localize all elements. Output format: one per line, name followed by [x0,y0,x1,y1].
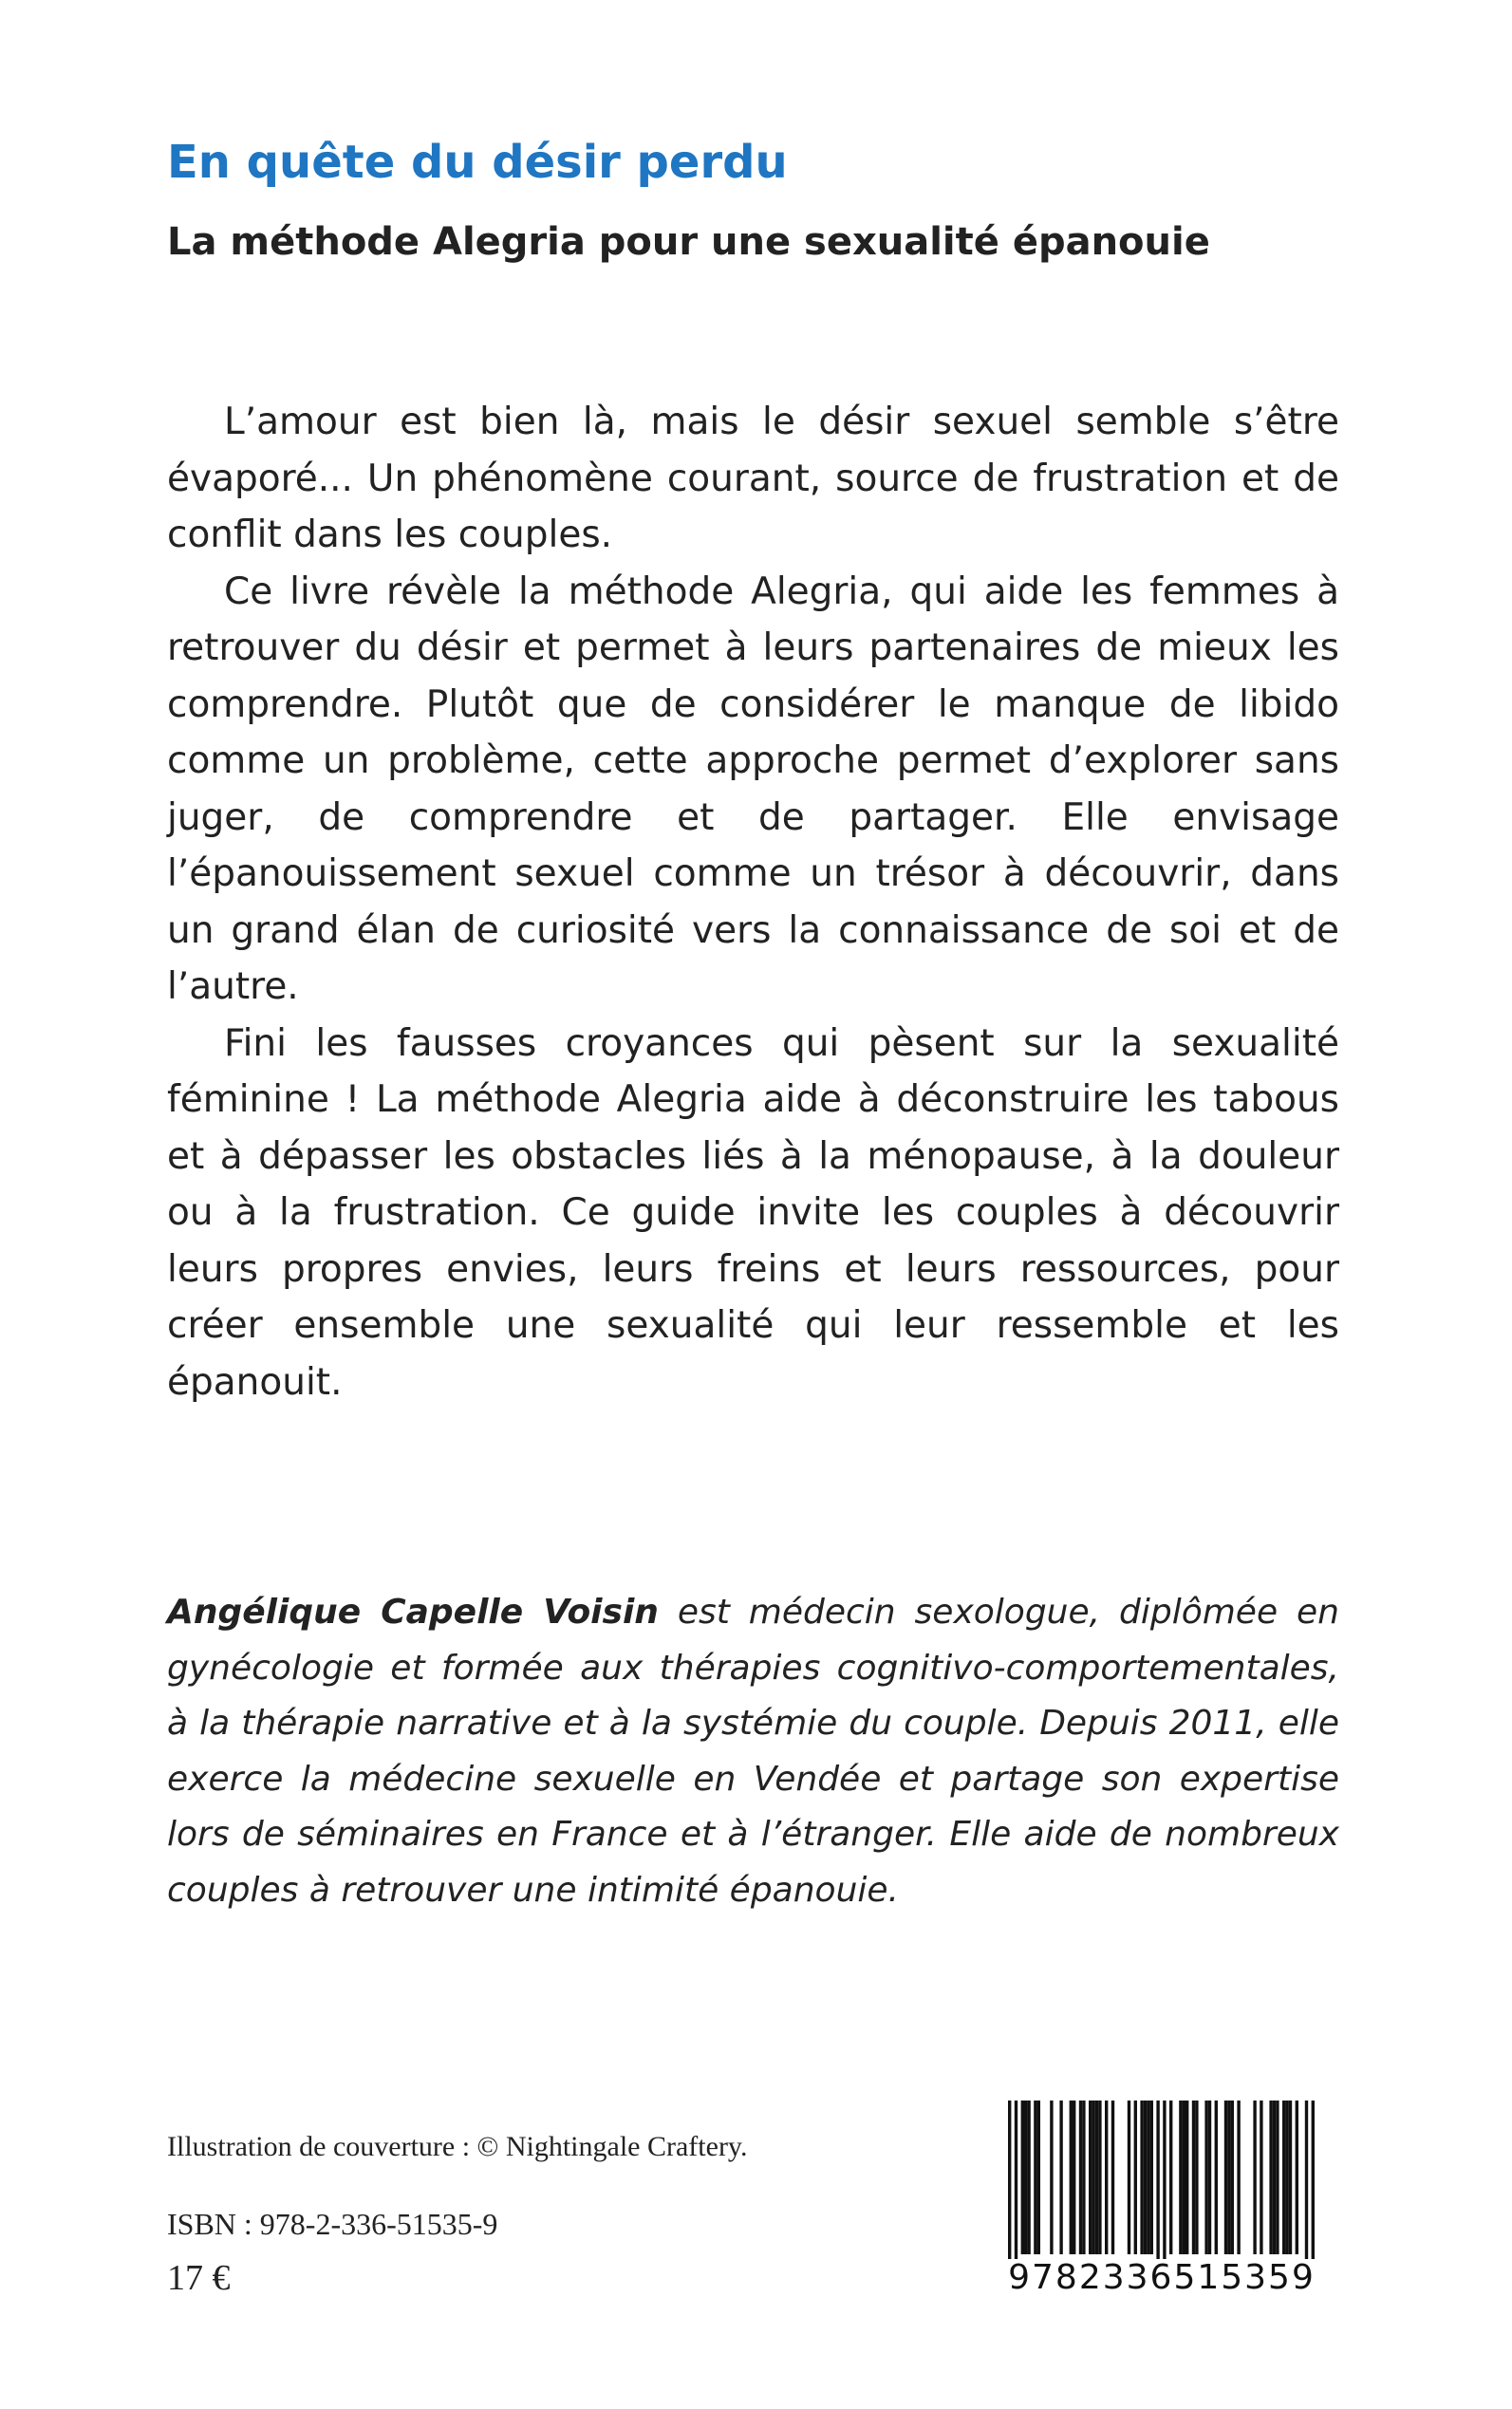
barcode-bar [1312,2101,1315,2259]
barcode-bar [1296,2101,1298,2254]
barcode-bar [1260,2101,1262,2254]
barcode-bar [1098,2101,1101,2254]
barcode-bar [1095,2101,1098,2254]
barcode-bar [1027,2101,1030,2254]
price: 17 € [167,2258,231,2298]
book-title: En quête du désir perdu [167,136,788,189]
barcode-bar [1282,2101,1285,2254]
blurb-paragraph-2: Ce livre révèle la méthode Alegria, qui aide les femmes à retrouver du désir et permet à leurs partenaires de mieux les comprendre. Plutôt que de considérer le manque de libido comme un problème, cette approche permet d’explorer sans juger, de comprendre et de partager. Elle envisage l’épanouissement sexuel comme un trésor à découvrir, dans un grand élan de curiosité vers la connaissance de soi et de l’autre. [167,570,1339,1008]
barcode-bar [1079,2101,1082,2254]
author-bio [167,1585,1339,1918]
barcode-bar [1253,2101,1256,2254]
book-subtitle: La méthode Alegria pour une sexualité épanouie [167,220,1210,264]
barcode-bar [1073,2101,1075,2254]
barcode-bar [1185,2101,1188,2254]
barcode-bars [997,2093,1324,2259]
barcode-bar [1156,2101,1159,2259]
author-name: Angélique Capelle Voisin [167,1593,659,1632]
barcode-bar [1105,2101,1108,2254]
barcode-bar [1208,2101,1211,2254]
barcode-bar [1144,2101,1147,2254]
barcode-bar [1024,2101,1027,2254]
barcode-bar [1008,2101,1011,2259]
barcode-bar [1070,2101,1073,2254]
blurb [167,394,1339,1410]
author-bio-text: est médecin sexologue, diplômée en gynécologie et formée aux thérapies cognitivo-comportementales, à la thérapie narrative et à la systémie du couple. Depuis 2011, elle exerce la médecine sexuelle en Vendée et partage son expertise lors de séminaires en France et à l’étranger. Elle aide de nombreux couples à retrouver une intimité épanouie. [167,1593,1339,1910]
barcode-bar [1015,2101,1017,2259]
barcode-bar [1111,2101,1114,2254]
barcode-bar [1169,2101,1172,2254]
barcode-bar [1179,2101,1182,2254]
barcode-bar [1140,2101,1143,2254]
barcode-bar [1134,2101,1137,2254]
barcode-bar [1305,2101,1308,2259]
isbn: ISBN : 978-2-336-51535-9 [167,2207,498,2241]
barcode-bar [1276,2101,1279,2254]
isbn-barcode [997,2093,1324,2321]
barcode-bar [1192,2101,1195,2254]
barcode-bar [1227,2101,1230,2254]
barcode-bar [1147,2101,1149,2254]
barcode-bar [1231,2101,1234,2254]
barcode-bar [1037,2101,1040,2254]
barcode-bar [1215,2101,1218,2254]
barcode-bar [1195,2101,1198,2254]
barcode-bar [1050,2101,1053,2254]
barcode-bar [1059,2101,1062,2254]
barcode-bar [1289,2101,1292,2254]
barcode-bar [1269,2101,1272,2254]
barcode-bar [1034,2101,1036,2254]
blurb-paragraph-3: Fini les fausses croyances qui pèsent sur la sexualité féminine ! La méthode Alegria aide à déconstruire les tabous et à dépasser les obstacles liés à la ménopause, à la douleur ou à la frustration. Ce guide invite les couples à découvrir leurs propres envies, leurs freins et leurs ressources, pour créer ensemble une sexualité qui leur ressemble et les épanouit. [167,1021,1339,1404]
barcode-bar [1273,2101,1276,2254]
barcode-bar [1285,2101,1288,2254]
barcode-digits: 9782336515359 [1008,2258,1316,2297]
illustration-credit: Illustration de couverture : © Nightingale Craftery. [167,2131,748,2162]
barcode-bar [1204,2101,1207,2254]
barcode-bar [1163,2101,1166,2259]
barcode-bar [1183,2101,1185,2254]
barcode-bar [1089,2101,1092,2254]
barcode-bar [1224,2101,1227,2254]
barcode-bar [1021,2101,1024,2254]
barcode-bar [1237,2101,1240,2254]
blurb-paragraph-1: L’amour est bien là, mais le désir sexuel semble s’être évaporé... Un phénomène courant, source de frustration et de conflit dans les couples. [167,401,1339,556]
barcode-bar [1092,2101,1094,2254]
barcode-bar [1150,2101,1153,2254]
barcode-bar [1082,2101,1085,2254]
barcode-bar [1128,2101,1130,2254]
